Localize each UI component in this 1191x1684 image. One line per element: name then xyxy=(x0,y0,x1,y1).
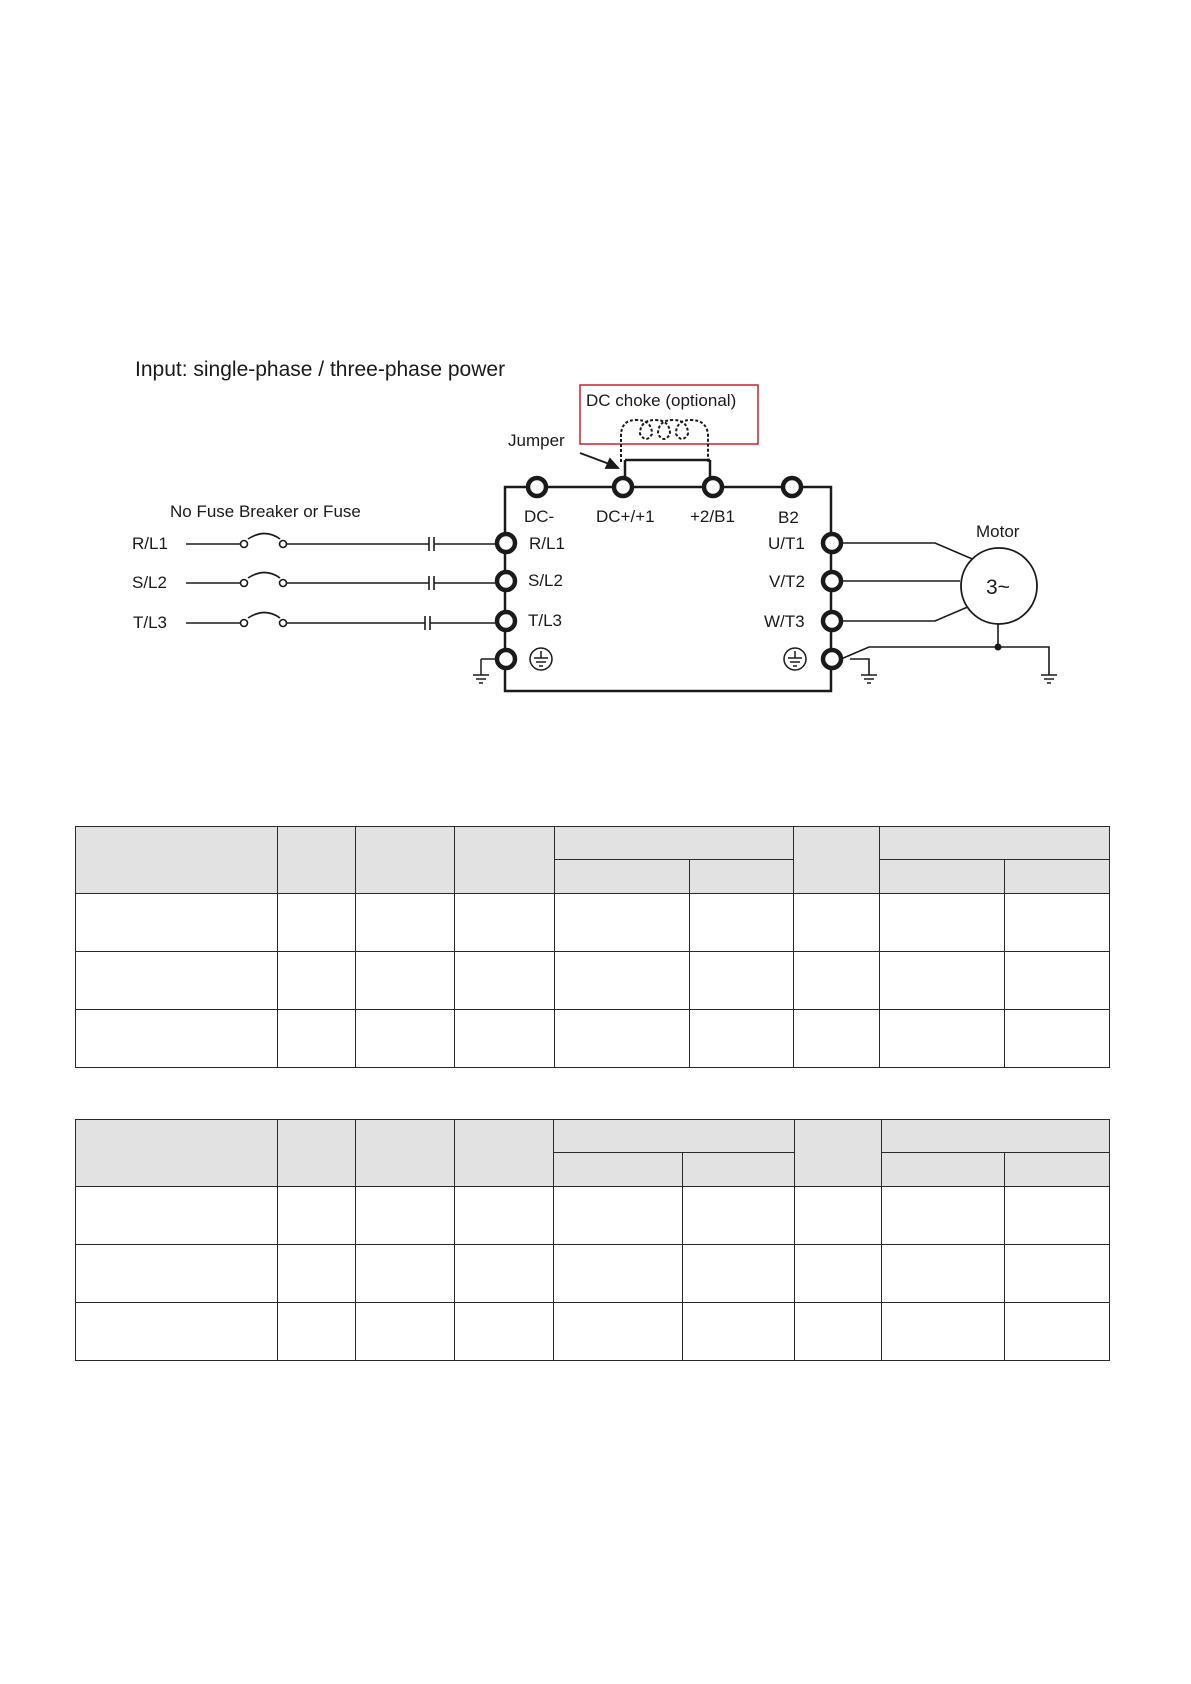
terminal-dc-minus xyxy=(528,478,546,496)
terminal-r-l1 xyxy=(497,534,515,552)
top-terminal-label-1: DC+/+1 xyxy=(596,507,655,526)
header-cell xyxy=(882,1153,1005,1187)
table-row xyxy=(76,952,1110,1010)
header-cell xyxy=(555,860,690,894)
input-terminal-label-0: R/L1 xyxy=(529,534,565,553)
output-ground-icon xyxy=(861,675,877,683)
input-ground-icon xyxy=(473,659,497,683)
table-row xyxy=(76,1303,1110,1361)
ground-junction-dot xyxy=(995,644,1002,651)
header-cell xyxy=(278,827,356,894)
output-terminal-label-1: V/T2 xyxy=(769,572,805,591)
diagram-title: Input: single-phase / three-phase power xyxy=(135,358,506,381)
output-terminal-label-0: U/T1 xyxy=(768,534,805,553)
table-row xyxy=(76,1010,1110,1068)
header-cell xyxy=(455,827,555,894)
terminal-w-t3 xyxy=(823,612,841,630)
input-terminal-label-2: T/L3 xyxy=(528,611,563,630)
terminal-b2 xyxy=(783,478,801,496)
header-cell xyxy=(554,1120,795,1153)
top-terminal-label-0: DC- xyxy=(524,507,555,526)
header-cell xyxy=(1005,860,1110,894)
table-row xyxy=(76,1245,1110,1303)
supply-line-label-2: T/L3 xyxy=(133,613,168,632)
terminal-dc-plus xyxy=(614,478,632,496)
terminal-v-t2 xyxy=(823,572,841,590)
spec-table-2 xyxy=(75,1119,1110,1361)
supply-line-label-1: S/L2 xyxy=(132,573,167,592)
terminal-ground-output xyxy=(823,650,841,668)
dc-choke-label: DC choke (optional) xyxy=(586,391,737,410)
terminal-t-l3 xyxy=(497,612,515,630)
output-terminal-label-2: W/T3 xyxy=(764,612,805,631)
supply-line-label-0: R/L1 xyxy=(132,534,168,553)
motor-ground-icon xyxy=(1041,675,1057,683)
header-cell xyxy=(76,1120,278,1187)
header-cell xyxy=(1005,1153,1110,1187)
header-cell xyxy=(555,827,794,860)
input-terminal-label-1: S/L2 xyxy=(528,571,563,590)
table-row xyxy=(76,1187,1110,1245)
header-cell xyxy=(76,827,278,894)
header-cell xyxy=(882,1120,1110,1153)
header-cell xyxy=(554,1153,683,1187)
header-cell xyxy=(795,1120,882,1187)
header-cell xyxy=(356,827,455,894)
header-cell xyxy=(794,827,880,894)
motor-label: Motor xyxy=(976,522,1020,541)
motor-symbol: 3~ xyxy=(986,576,1010,599)
top-terminal-label-2: +2/B1 xyxy=(690,507,735,526)
wiring-diagram xyxy=(0,0,1191,760)
supply-wiring xyxy=(186,534,496,631)
jumper-arrow xyxy=(580,453,618,468)
ground-symbol-icon xyxy=(530,648,552,670)
header-cell xyxy=(356,1120,455,1187)
header-cell xyxy=(683,1153,795,1187)
jumper-bar xyxy=(625,460,710,486)
table-row xyxy=(76,894,1110,952)
header-cell xyxy=(455,1120,554,1187)
spec-table-1 xyxy=(75,826,1110,1068)
terminal-u-t1 xyxy=(823,534,841,552)
terminal-s-l2 xyxy=(497,572,515,590)
header-cell xyxy=(880,860,1005,894)
dc-choke-coil xyxy=(621,420,708,462)
header-cell xyxy=(690,860,794,894)
header-cell xyxy=(278,1120,356,1187)
jumper-label: Jumper xyxy=(508,431,565,450)
terminal-plus2-b1 xyxy=(704,478,722,496)
header-cell xyxy=(880,827,1110,860)
breaker-label: No Fuse Breaker or Fuse xyxy=(170,502,361,521)
terminal-ground-input xyxy=(497,650,515,668)
top-terminal-label-3: B2 xyxy=(778,508,799,527)
ground-symbol-icon xyxy=(784,648,806,670)
